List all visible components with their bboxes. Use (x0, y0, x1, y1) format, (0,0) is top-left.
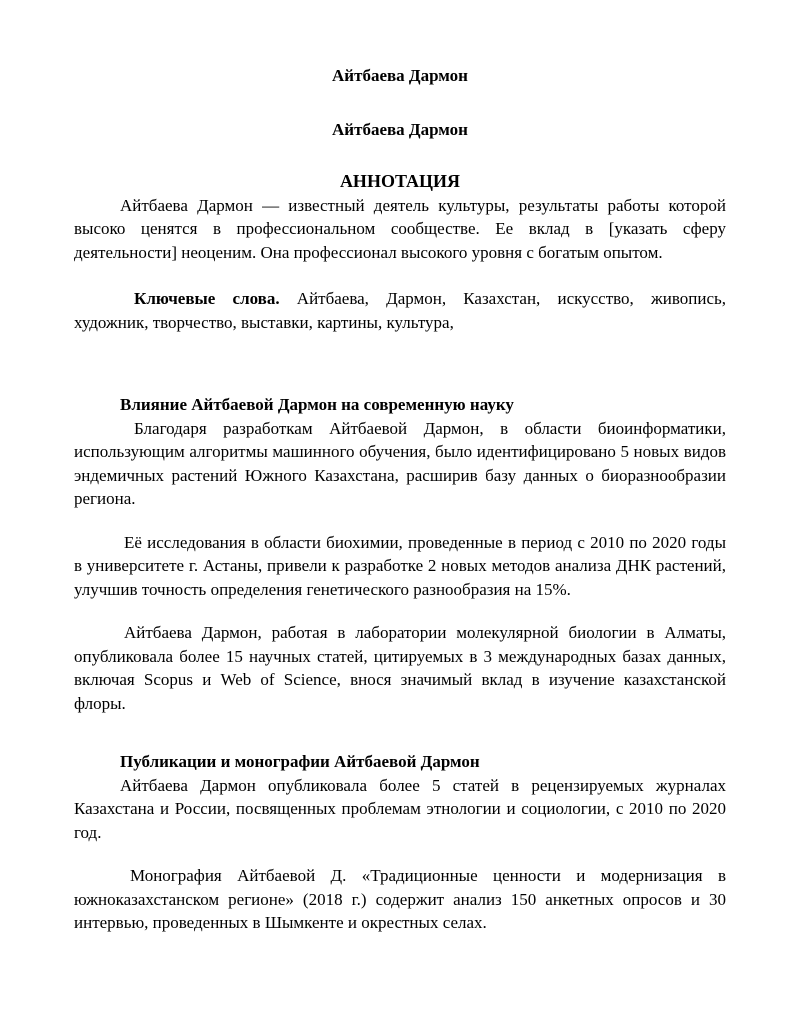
section-heading-publications: Публикации и монографии Айтбаевой Дармон (120, 752, 480, 771)
document-title: Айтбаева Дармон (332, 66, 468, 85)
science-paragraph-1: Благодаря разработкам Айтбаевой Дармон, в области биоинформатики, использующим алгоритмы машинного обучения, было идентифицировано 5 новых видов эндемичных растений Южного Казахстана, расширив базу данных о биоразнообразии региона. (74, 418, 726, 508)
keywords-paragraph (74, 287, 726, 334)
science-paragraph-2: Её исследования в области биохимии, проведенные в период с 2010 по 2020 годы в университете г. Астаны, привели к разработке 2 новых методов анализа ДНК растений, улучшив точность определения генетического разнообразия на 15%. (74, 532, 726, 599)
annotation-heading: АННОТАЦИЯ (339, 171, 461, 191)
document-page (74, 64, 726, 935)
section-heading-science: Влияние Айтбаевой Дармон на современную науку (120, 395, 514, 414)
document-subtitle: Айтбаева Дармон (332, 119, 468, 139)
science-paragraph-3: Айтбаева Дармон, работая в лаборатории молекулярной биологии в Алматы, опубликовала более 15 научных статей, цитируемых в 3 международных базах данных, включая Scopus и Web of Science, внося значимый вклад в изучение казахстанской флоры. (74, 623, 726, 713)
keywords-text: Айтбаева, Дармон, Казахстан, искусство, живопись, художник, творчество, выставки, картины, культура, (74, 289, 726, 332)
annotation-paragraph: Айтбаева Дармон — известный деятель культуры, результаты работы которой высоко ценятся в профессиональном сообществе. Ее вклад в [указать сферу деятельности] неоценим. Она профессионал высокого уровня с богатым опытом. (74, 195, 726, 262)
publications-paragraph-2: Монография Айтбаевой Д. «Традиционные ценности и модернизация в южноказахстанском регионе» (2018 г.) содержит анализ 150 анкетных опросов и 30 интервью, проведенных в Шымкенте и окрестных селах. (74, 866, 726, 932)
keywords-label: Ключевые слова. (134, 289, 280, 308)
publications-paragraph-1: Айтбаева Дармон опубликовала более 5 статей в рецензируемых журналах Казахстана и России, посвященных проблемам этнологии и социологии, с 2010 по 2020 год. (74, 775, 726, 842)
